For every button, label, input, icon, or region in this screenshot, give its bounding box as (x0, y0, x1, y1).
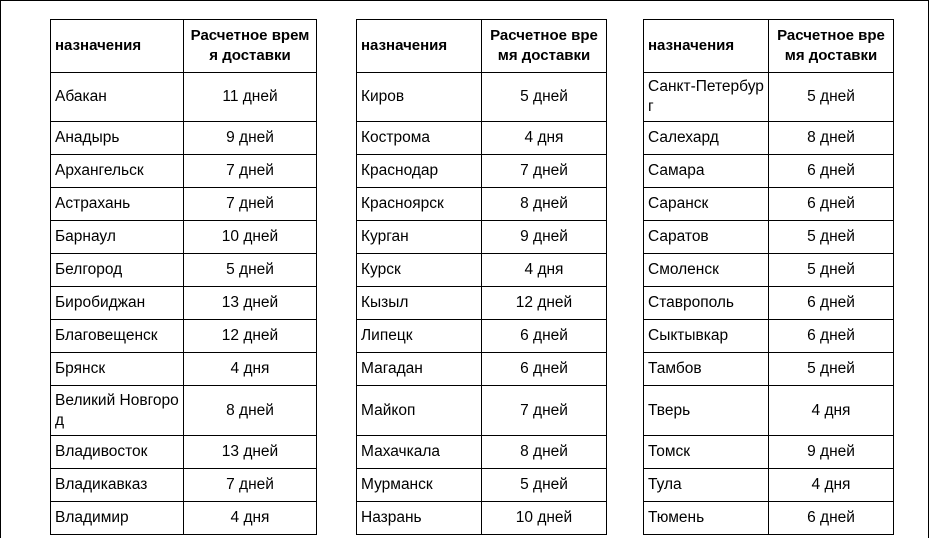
delivery-time-cell: 8 дней (769, 122, 894, 155)
delivery-time-cell: 6 дней (769, 320, 894, 353)
column-header-destination: назначения (357, 20, 482, 73)
delivery-time-cell: 6 дней (769, 155, 894, 188)
table-row (644, 469, 894, 502)
table-row (51, 436, 317, 469)
table-row (357, 188, 607, 221)
table-row (51, 353, 317, 386)
table-row (51, 221, 317, 254)
destination-cell: Курган (357, 221, 482, 254)
destination-cell: Белгород (51, 254, 184, 287)
destination-cell: Саранск (644, 188, 769, 221)
table-row (644, 221, 894, 254)
delivery-time-cell: 9 дней (482, 221, 607, 254)
table-row (357, 122, 607, 155)
table-row (51, 122, 317, 155)
table-row (644, 353, 894, 386)
delivery-table-2 (356, 19, 607, 535)
delivery-time-cell: 4 дня (184, 353, 317, 386)
delivery-time-cell: 5 дней (482, 73, 607, 122)
table-row (51, 73, 317, 122)
destination-cell: Майкоп (357, 386, 482, 436)
table-row (357, 386, 607, 436)
column-header-delivery-time: Расчетное время доставки (184, 20, 317, 73)
delivery-time-cell: 12 дней (184, 320, 317, 353)
column-header-delivery-time: Расчетное время доставки (482, 20, 607, 73)
destination-cell: Тула (644, 469, 769, 502)
destination-cell: Санкт-Петербург (644, 73, 769, 122)
destination-cell: Саратов (644, 221, 769, 254)
delivery-time-cell: 4 дня (482, 254, 607, 287)
delivery-time-cell: 4 дня (769, 469, 894, 502)
delivery-time-cell: 7 дней (482, 155, 607, 188)
destination-cell: Астрахань (51, 188, 184, 221)
table-row (357, 320, 607, 353)
destination-cell: Великий Новгород (51, 386, 184, 436)
delivery-time-cell: 13 дней (184, 436, 317, 469)
delivery-time-cell: 6 дней (769, 188, 894, 221)
table-row (51, 188, 317, 221)
table-header-row (51, 20, 317, 73)
delivery-time-cell: 8 дней (482, 436, 607, 469)
delivery-time-cell: 7 дней (184, 188, 317, 221)
delivery-time-cell: 6 дней (482, 353, 607, 386)
destination-cell: Владикавказ (51, 469, 184, 502)
delivery-time-cell: 5 дней (184, 254, 317, 287)
table-row (357, 469, 607, 502)
table-row (51, 469, 317, 502)
destination-cell: Краснодар (357, 155, 482, 188)
delivery-time-cell: 9 дней (184, 122, 317, 155)
table-row (357, 221, 607, 254)
destination-cell: Владивосток (51, 436, 184, 469)
table-row (51, 386, 317, 436)
table-row (644, 287, 894, 320)
delivery-time-cell: 6 дней (482, 320, 607, 353)
table-row (357, 436, 607, 469)
table-row (644, 155, 894, 188)
delivery-time-cell: 4 дня (769, 386, 894, 436)
table-row (51, 320, 317, 353)
table-row (357, 353, 607, 386)
table-row (51, 155, 317, 188)
delivery-time-cell: 6 дней (769, 502, 894, 535)
destination-cell: Абакан (51, 73, 184, 122)
destination-cell: Биробиджан (51, 287, 184, 320)
table-row (644, 386, 894, 436)
column-header-delivery-time: Расчетное время доставки (769, 20, 894, 73)
delivery-time-cell: 7 дней (184, 469, 317, 502)
table-row (51, 254, 317, 287)
table-row (357, 287, 607, 320)
delivery-time-cell: 12 дней (482, 287, 607, 320)
delivery-time-cell: 7 дней (482, 386, 607, 436)
destination-cell: Анадырь (51, 122, 184, 155)
destination-cell: Брянск (51, 353, 184, 386)
destination-cell: Кызыл (357, 287, 482, 320)
delivery-time-cell: 10 дней (184, 221, 317, 254)
delivery-time-cell: 11 дней (184, 73, 317, 122)
table-row (644, 320, 894, 353)
destination-cell: Магадан (357, 353, 482, 386)
table-row (644, 436, 894, 469)
delivery-time-cell: 5 дней (769, 73, 894, 122)
table-row (357, 155, 607, 188)
delivery-time-cell: 10 дней (482, 502, 607, 535)
destination-cell: Махачкала (357, 436, 482, 469)
delivery-time-cell: 5 дней (769, 254, 894, 287)
destination-cell: Смоленск (644, 254, 769, 287)
table-row (644, 188, 894, 221)
delivery-time-cell: 6 дней (769, 287, 894, 320)
table-row (644, 502, 894, 535)
destination-cell: Салехард (644, 122, 769, 155)
destination-cell: Самара (644, 155, 769, 188)
delivery-time-cell: 5 дней (769, 221, 894, 254)
destination-cell: Киров (357, 73, 482, 122)
table-row (644, 122, 894, 155)
delivery-time-cell: 7 дней (184, 155, 317, 188)
destination-cell: Сыктывкар (644, 320, 769, 353)
destination-cell: Томск (644, 436, 769, 469)
destination-cell: Ставрополь (644, 287, 769, 320)
table-row (644, 73, 894, 122)
destination-cell: Барнаул (51, 221, 184, 254)
table-row (51, 287, 317, 320)
table-header-row (357, 20, 607, 73)
table-header-row (644, 20, 894, 73)
delivery-table-1 (50, 19, 317, 535)
destination-cell: Благовещенск (51, 320, 184, 353)
destination-cell: Архангельск (51, 155, 184, 188)
delivery-table-3 (643, 19, 894, 535)
destination-cell: Владимир (51, 502, 184, 535)
destination-cell: Липецк (357, 320, 482, 353)
destination-cell: Тверь (644, 386, 769, 436)
destination-cell: Кострома (357, 122, 482, 155)
table-row (357, 73, 607, 122)
delivery-time-cell: 4 дня (482, 122, 607, 155)
delivery-time-cell: 8 дней (482, 188, 607, 221)
column-header-destination: назначения (644, 20, 769, 73)
table-row (51, 502, 317, 535)
table-row (357, 254, 607, 287)
destination-cell: Мурманск (357, 469, 482, 502)
destination-cell: Красноярск (357, 188, 482, 221)
delivery-time-cell: 4 дня (184, 502, 317, 535)
delivery-time-cell: 9 дней (769, 436, 894, 469)
delivery-time-cell: 13 дней (184, 287, 317, 320)
destination-cell: Тамбов (644, 353, 769, 386)
delivery-time-cell: 8 дней (184, 386, 317, 436)
column-header-destination: назначения (51, 20, 184, 73)
destination-cell: Тюмень (644, 502, 769, 535)
delivery-time-cell: 5 дней (769, 353, 894, 386)
table-row (357, 502, 607, 535)
destination-cell: Курск (357, 254, 482, 287)
destination-cell: Назрань (357, 502, 482, 535)
delivery-time-cell: 5 дней (482, 469, 607, 502)
table-row (644, 254, 894, 287)
